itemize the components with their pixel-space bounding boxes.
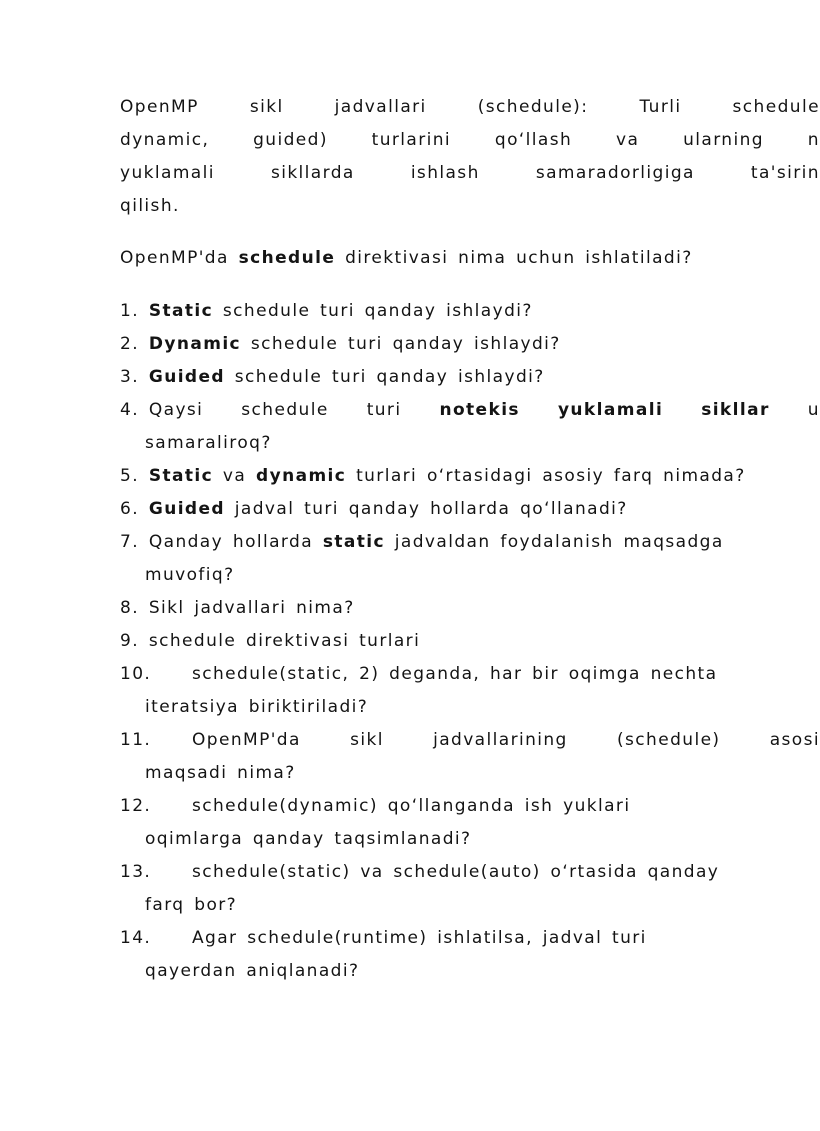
list-item-2 [120, 329, 800, 359]
list-item-12-cont: oqimlarga qanday taqsimlanadi? [145, 829, 472, 849]
item-text: schedule direktivasi turlari [148, 631, 421, 651]
list-item-4-cont: samaraliroq? [145, 433, 272, 453]
item-bold: Static [148, 466, 214, 486]
item-word: sikl [350, 730, 384, 750]
list-item-6 [120, 494, 800, 524]
item-bold: dynamic [256, 466, 347, 486]
item-number: 5. [120, 466, 140, 486]
intro-word: va [615, 130, 640, 150]
item-word: asosi [769, 730, 820, 750]
intro-word: ularning [683, 130, 764, 150]
item-text: Qanday hollarda [148, 532, 323, 552]
item-bold-word: notekis [439, 400, 520, 420]
list-item-12 [120, 791, 800, 821]
question-bold: schedule [238, 248, 336, 268]
item-text: schedule(static, 2) deganda, har bir oqimga nechta [192, 664, 718, 684]
item-bold-word: yuklamali [557, 400, 664, 420]
intro-word: sikl [249, 97, 284, 117]
intro-word: guided) [253, 130, 328, 150]
item-bold: Dynamic [148, 334, 242, 354]
intro-word: jadvallari [334, 97, 427, 117]
item-word: Qaysi [148, 400, 204, 420]
item-number: 7. [120, 532, 140, 552]
intro-line-2 [120, 125, 820, 155]
item-text: schedule turi qanday ishlaydi? [213, 301, 533, 321]
intro-word: ta'sirin [750, 163, 820, 183]
item-number: 10. [120, 664, 152, 684]
intro-word: sikllarda [270, 163, 355, 183]
intro-word: dynamic, [120, 130, 210, 150]
list-item-14-cont: qayerdan aniqlanadi? [145, 961, 360, 981]
intro-word: ishlash [410, 163, 480, 183]
item-word: (schedule) [617, 730, 721, 750]
intro-line-3 [120, 158, 820, 188]
intro-word: samaradorligiga [535, 163, 695, 183]
question-line [120, 243, 800, 273]
list-item-11-cont: maqsadi nima? [145, 763, 296, 783]
list-item-7-cont: muvofiq? [145, 565, 235, 585]
item-number: 1. [120, 301, 140, 321]
item-number-text: 4. [120, 400, 140, 420]
item-word: u [807, 400, 820, 420]
item-number [120, 395, 203, 425]
item-number: 12. [120, 796, 152, 816]
item-number: 6. [120, 499, 140, 519]
item-number-text: 11. [120, 730, 152, 750]
list-item-13 [120, 857, 800, 887]
list-item-3 [120, 362, 800, 392]
item-bold: Guided [148, 367, 225, 387]
item-text: Sikl jadvallari nima? [148, 598, 355, 618]
item-bold: static [322, 532, 385, 552]
intro-word: OpenMP [120, 97, 199, 117]
list-item-10-cont: iteratsiya biriktiriladi? [145, 697, 369, 717]
item-text: turlari o‘rtasidagi asosiy farq nimada? [346, 466, 746, 486]
intro-line-4: qilish. [120, 196, 180, 216]
item-word: OpenMP'da [192, 730, 301, 750]
list-item-5 [120, 461, 800, 491]
item-number [120, 725, 301, 755]
list-item-8 [120, 593, 800, 623]
item-word: turi [366, 400, 402, 420]
intro-word: schedule [732, 97, 820, 117]
item-word: jadvallarining [433, 730, 568, 750]
item-text: jadval turi qanday hollarda qo‘llanadi? [225, 499, 628, 519]
list-item-9 [120, 626, 800, 656]
list-item-1 [120, 296, 800, 326]
item-bold: Guided [148, 499, 225, 519]
question-post: direktivasi nima uchun ishlatiladi? [335, 248, 693, 268]
item-text: schedule turi qanday ishlaydi? [225, 367, 545, 387]
item-number: 3. [120, 367, 140, 387]
item-number: 14. [120, 928, 152, 948]
list-item-14 [120, 923, 800, 953]
intro-word: qo‘llash [494, 130, 573, 150]
item-text: jadvaldan foydalanish maqsadga [385, 532, 724, 552]
list-item-7 [120, 527, 800, 557]
intro-word: yuklamali [120, 163, 215, 183]
intro-word: Turli [639, 97, 682, 117]
item-text: schedule turi qanday ishlaydi? [241, 334, 561, 354]
item-word: schedule [241, 400, 329, 420]
list-item-11 [120, 725, 820, 755]
intro-word: turlarini [371, 130, 452, 150]
item-number: 8. [120, 598, 140, 618]
item-number: 2. [120, 334, 140, 354]
item-number: 9. [120, 631, 140, 651]
item-text: va [213, 466, 257, 486]
item-bold-word: sikllar [701, 400, 770, 420]
item-text: schedule(static) va schedule(auto) o‘rtasida qanday [192, 862, 720, 882]
list-item-13-cont: farq bor? [145, 895, 238, 915]
item-number: 13. [120, 862, 152, 882]
intro-word: n [807, 130, 820, 150]
item-text: Agar schedule(runtime) ishlatilsa, jadval turi [192, 928, 647, 948]
list-item-4 [120, 395, 820, 425]
item-text: schedule(dynamic) qo‘llanganda ish yuklari [192, 796, 631, 816]
question-pre: OpenMP'da [120, 248, 239, 268]
intro-line-1 [120, 92, 820, 122]
item-bold: Static [148, 301, 214, 321]
intro-word: (schedule): [477, 97, 589, 117]
list-item-10 [120, 659, 800, 689]
